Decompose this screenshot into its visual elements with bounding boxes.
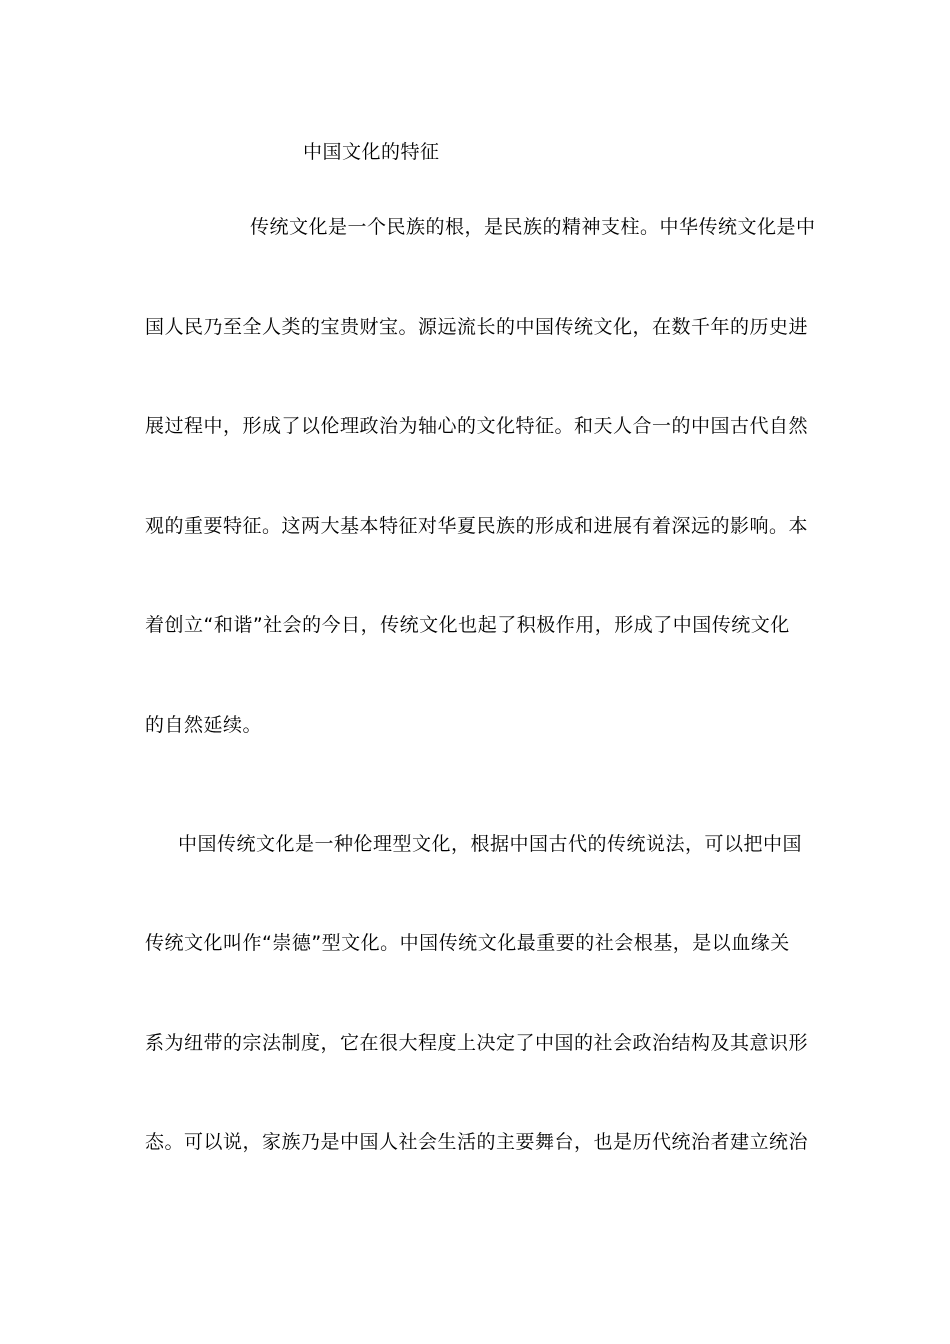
paragraph-line: 传统文化叫作“崇德”型文化。中国传统文化最重要的社会根基，是以血缘关 xyxy=(145,932,790,954)
paragraph-line: 中国传统文化是一种伦理型文化，根据中国古代的传统说法，可以把中国 xyxy=(178,833,803,855)
paragraph-line: 传统文化是一个民族的根，是民族的精神支柱。中华传统文化是中 xyxy=(250,216,816,238)
paragraph-line: 观的重要特征。这两大基本特征对华夏民族的形成和进展有着深远的影响。本 xyxy=(145,515,809,537)
paragraph-line: 国人民乃至全人类的宝贵财宝。源远流长的中国传统文化，在数千年的历史进 xyxy=(145,316,809,338)
paragraph-line: 态。可以说，家族乃是中国人社会生活的主要舞台，也是历代统治者建立统治 xyxy=(145,1131,809,1153)
paragraph-line: 展过程中，形成了以伦理政治为轴心的文化特征。和天人合一的中国古代自然 xyxy=(145,415,809,437)
document-title: 中国文化的特征 xyxy=(303,141,440,163)
paragraph-line: 系为纽带的宗法制度，它在很大程度上决定了中国的社会政治结构及其意识形 xyxy=(145,1032,809,1054)
paragraph-line: 的自然延续。 xyxy=(145,714,263,736)
paragraph-line: 着创立“和谐”社会的今日，传统文化也起了积极作用，形成了中国传统文化 xyxy=(145,614,790,636)
